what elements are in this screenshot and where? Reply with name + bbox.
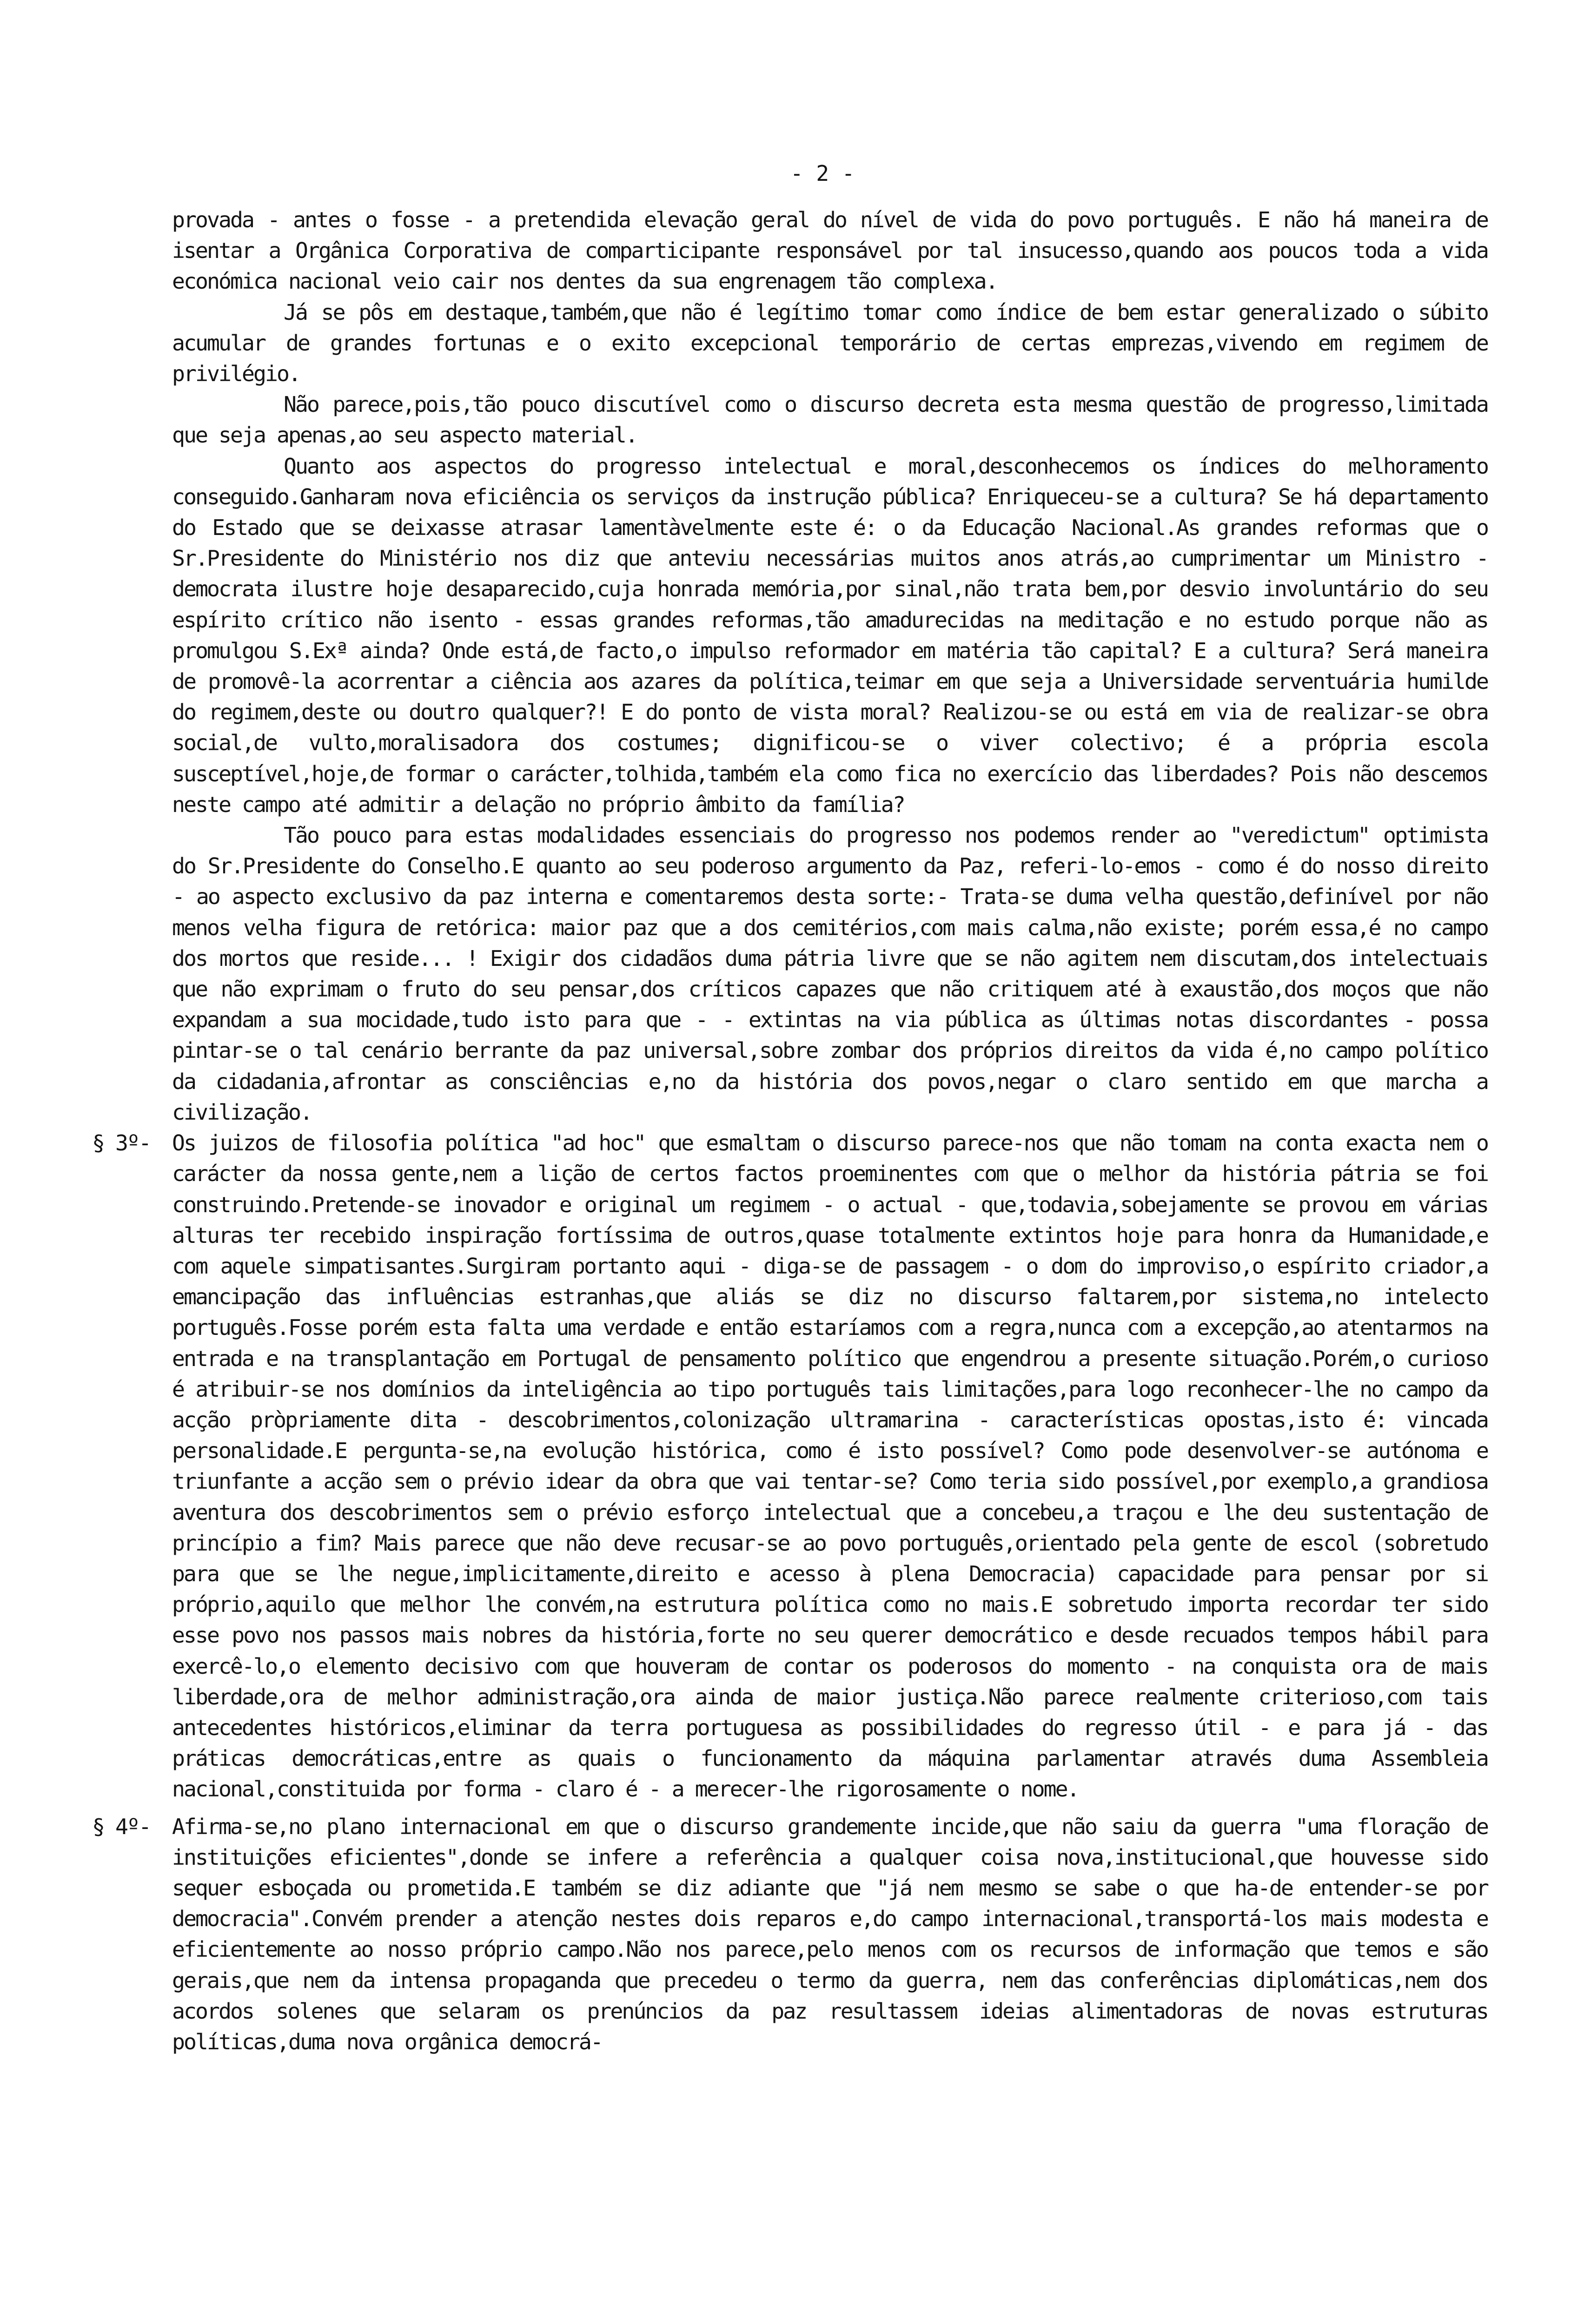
section-4-text: Afirma-se,no plano internacional em que o discurso grandemente incide,que não saiu da guerra "uma floração de instituições eficientes",donde se infere a referência a qualquer coisa nova,institucional,que houvesse sido sequer esboçada ou prometida.E também se diz adiante que "já nem mesmo se sabe o que ha-de entender-se por democracia".Convém prender a atenção nestes dois reparos e,do campo internacional,transportá-los mais modesta e eficientemente ao nosso próprio campo.Não nos parece,pelo menos com os recursos de informação que temos e são gerais,que nem da intensa propaganda que precedeu o termo da guerra, nem das conferências diplomáticas,nem dos acordos solenes que selaram os prenúncios da paz resultassem ideias alimentadoras de novas estruturas políticas,duma nova orgânica democrá-	[172, 1814, 1488, 2054]
paragraph-2: Já se pôs em destaque,também,que não é legítimo tomar como índice de bem estar generalizado o súbito acumular de grandes fortunas e o exito excepcional temporário de certas emprezas,vivendo em regimem de privilégio.	[172, 299, 1488, 387]
page-number: - 2 -	[790, 161, 855, 186]
section-3-text: Os juizos de filosofia política "ad hoc" que esmaltam o discurso parece-nos que não tomam na conta exacta nem o carácter da nossa gente,nem a lição de certos factos proeminentes com que o melhor da história pátria se foi construindo.Pretende-se inovador e original um regimem - o actual - que,todavia,sobejamente se provou em várias alturas ter recebido inspiração fortíssima de outros,quase totalmente extintos hoje para honra da Humanidade,e com aquele simpatisantes.Surgiram portanto aqui - diga-se de passagem - o dom do improviso,o espírito criador,a emancipação das influências estranhas,que aliás se diz no discurso faltarem,por sistema,no intelecto português.Fosse porém esta falta uma verdade e então estaríamos com a regra,nunca com a excepção,ao atentarmos na entrada e na transplantação em Portugal de pensamento político que engendrou a presente situação.Porém,o curioso é atribuir-se nos domínios da inteligência ao tipo português tais limitações,para logo reconhecer-lhe no campo da acção pròpriamente dita - descobrimentos,colonização ultramarina - características opostas,isto é: vincada personalidade.E pergunta-se,na evolução histórica, como é isto possível? Como pode desenvolver-se autónoma e triunfante a acção sem o prévio idear da obra que vai tentar-se? Como teria sido possível,por exemplo,a grandiosa aventura dos descobrimentos sem o prévio esforço intelectual que a concebeu,a traçou e lhe deu sustentação de princípio a fim? Mais parece que não deve recusar-se ao povo português,orientado pela gente de escol (sobretudo para que se lhe negue,implicitamente,direito e acesso à plena Democracia) capacidade para pensar por si próprio,aquilo que melhor lhe convém,na estrutura política como no mais.E sobretudo importa recordar ter sido esse povo nos passos mais nobres da história,forte no seu querer democrático e desde recuados tempos hábil para exercê-lo,o elemento decisivo com que houveram de contar os poderosos do momento - na conquista ora de mais liberdade,ora de melhor administração,ora ainda de maior justiça.Não parece realmente criterioso,com tais antecedentes históricos,eliminar da terra portuguesa as possibilidades do regresso útil - e para já - das práticas democráticas,entre as quais o funcionamento da máquina parlamentar através duma Assembleia nacional,constituida por forma - claro é - a merecer-lhe rigorosamente o nome.	[172, 1130, 1488, 1802]
section-3-marker: § 3º-	[92, 1130, 150, 1156]
section-4	[92, 1811, 1488, 2058]
paragraph-3: Não parece,pois,tão pouco discutível como o discurso decreta esta mesma questão de progresso,limitada que seja apenas,ao seu aspecto material.	[172, 392, 1488, 448]
paragraph-1: provada - antes o fosse - a pretendida elevação geral do nível de vida do povo português. E não há maneira de isentar a Orgânica Corporativa de comparticipante responsável por tal insucesso,quando aos poucos toda a vida económica nacional veio cair nos dentes da sua engrenagem tão complexa.	[172, 207, 1488, 294]
body-text	[92, 205, 1488, 2057]
paragraph-4: Quanto aos aspectos do progresso intelectual e moral,desconhecemos os índices do melhoramento conseguido.Ganharam nova eficiência os serviços da instrução pública? Enriqueceu-se a cultura? Se há departamento do Estado que se deixasse atrasar lamentàvelmente este é: o da Educação Nacional.As grandes reformas que o Sr.Presidente do Ministério nos diz que anteviu necessárias muitos anos atrás,ao cumprimentar um Ministro - democrata ilustre hoje desaparecido,cuja honrada memória,por sinal,não trata bem,por desvio involuntário do seu espírito crítico não isento - essas grandes reformas,tão amadurecidas na meditação e no estudo porque não as promulgou S.Exª ainda? Onde está,de facto,o impulso reformador em matéria tão capital? E a cultura? Será maneira de promovê-la acorrentar a ciência aos azares da política,teimar em que seja a Universidade serventuária humilde do regimem,deste ou doutro qualquer?! E do ponto de vista moral? Realizou-se ou está em via de realizar-se obra social,de vulto,moralisadora dos costumes; dignificou-se o viver colectivo; é a própria escola susceptível,hoje,de formar o carácter,tolhida,também ela como fica no exercício das liberdades? Pois não descemos neste campo até admitir a delação no próprio âmbito da família?	[172, 453, 1488, 817]
section-3	[92, 1128, 1488, 1804]
section-4-marker: § 4º-	[92, 1814, 150, 1839]
paragraph-5: Tão pouco para estas modalidades essenciais do progresso nos podemos render ao "veredictum" optimista do Sr.Presidente do Conselho.E quanto ao seu poderoso argumento da Paz, referi-lo-emos - como é do nosso direito - ao aspecto exclusivo da paz interna e comentaremos desta sorte:- Trata-se duma velha questão,definível por não menos velha figura de retórica: maior paz que a dos cemitérios,com mais calma,não existe; porém essa,é no campo dos mortos que reside... ! Exigir dos cidadãos duma pátria livre que se não agitem nem discutam,dos intelectuais que não exprimam o fruto do seu pensar,dos críticos capazes que não critiquem até à exaustão,dos moços que não expandam a sua mocidade,tudo isto para que - - extintas na via pública as últimas notas discordantes - possa pintar-se o tal cenário berrante da paz universal,sobre zombar dos próprios direitos da vida é,no campo político da cidadania,afrontar as consciências e,no da história dos povos,negar o claro sentido em que marcha a civilização.	[172, 823, 1488, 1125]
